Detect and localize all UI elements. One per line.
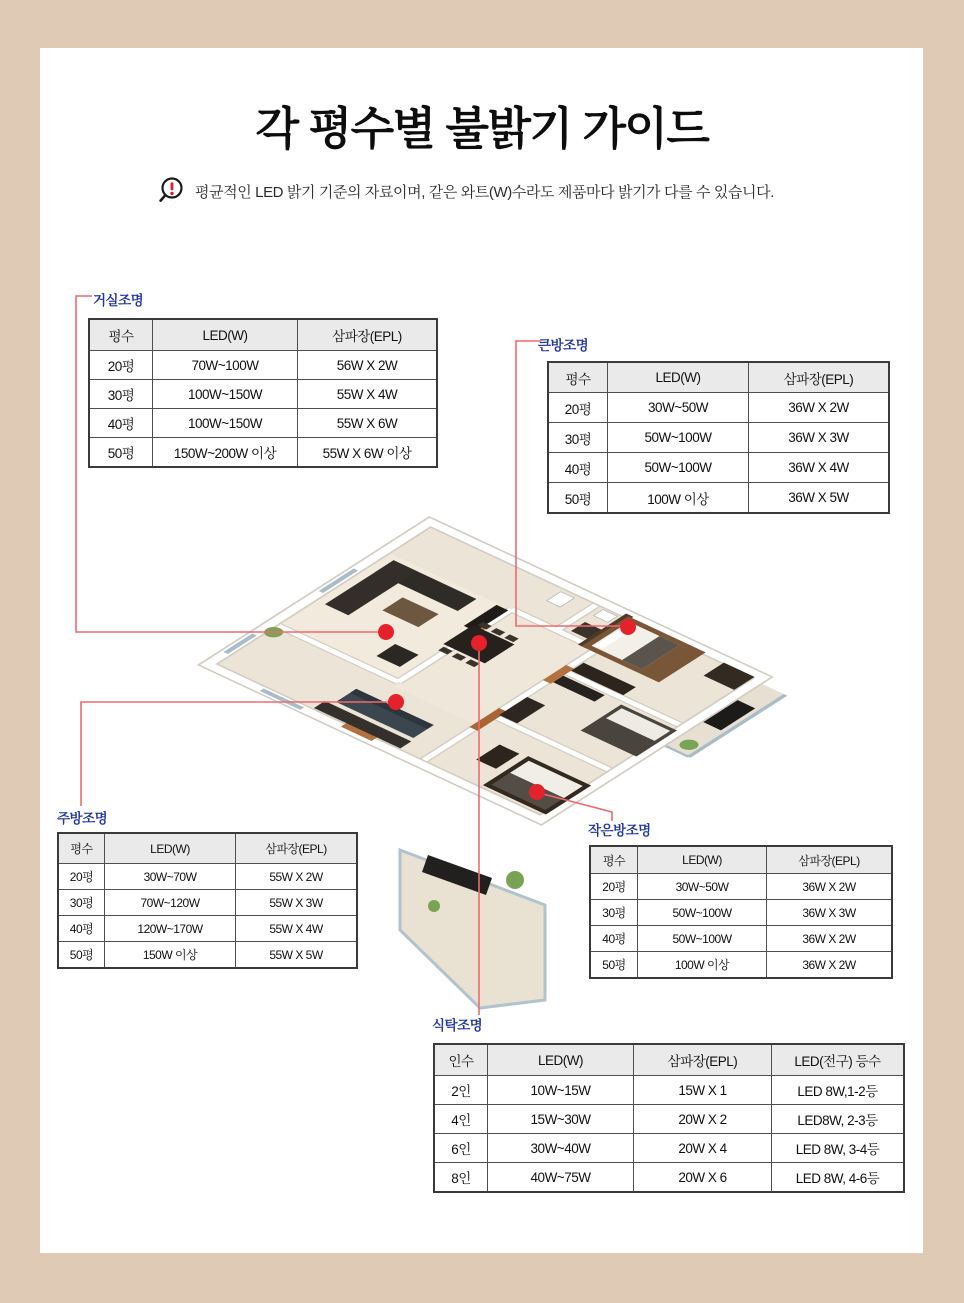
column-header: 평수 [89, 319, 153, 351]
table-cell: 40평 [590, 926, 638, 952]
table-row [434, 1105, 904, 1134]
column-header: LED(W) [638, 846, 767, 874]
table-cell: 100W 이상 [608, 483, 749, 514]
table-row [89, 409, 437, 438]
page-title: 각 평수별 불밝기 가이드 [255, 103, 709, 154]
table-row [58, 864, 357, 890]
table-cell: 40평 [58, 916, 105, 942]
table-cell: 50W~100W [638, 900, 767, 926]
column-header: 평수 [548, 362, 608, 393]
table-cell: 36W X 3W [749, 423, 890, 453]
table-cell: 55W X 3W [236, 890, 358, 916]
table-cell: 36W X 2W [767, 926, 893, 952]
table-row [58, 916, 357, 942]
table-cell: 50W~100W [608, 423, 749, 453]
column-header: LED(W) [488, 1044, 634, 1076]
table-cell: 30평 [58, 890, 105, 916]
table-cell: 50W~100W [608, 453, 749, 483]
table-cell: 36W X 3W [767, 900, 893, 926]
table-row [434, 1163, 904, 1193]
table-cell: 36W X 2W [749, 393, 890, 423]
table-cell: LED8W, 2-3등 [772, 1105, 905, 1134]
notice-text: 평균적인 LED 밝기 기준의 자료이며, 같은 와트(W)수라도 제품마다 밝기가 다를 수 있습니다. [195, 183, 774, 201]
table-cell: 20W X 2 [634, 1105, 772, 1134]
table-cell: 4인 [434, 1105, 488, 1134]
table-cell: 15W X 1 [634, 1076, 772, 1105]
table-cell: 30W~50W [608, 393, 749, 423]
table-cell: 20W X 4 [634, 1134, 772, 1163]
table-cell: 70W~100W [153, 351, 298, 380]
table-row [590, 926, 892, 952]
table-cell: 120W~170W [105, 916, 236, 942]
living-table [88, 318, 438, 468]
table-cell: 100W~150W [153, 409, 298, 438]
table-cell: 50평 [548, 483, 608, 514]
column-header: 평수 [590, 846, 638, 874]
magnifier-exclamation-icon [158, 176, 186, 206]
table-cell: 30평 [548, 423, 608, 453]
table-row [89, 351, 437, 380]
column-header: 평수 [58, 833, 105, 864]
living-table-label: 거실조명 [93, 293, 144, 308]
table-cell: 55W X 6W 이상 [298, 438, 438, 468]
table-row [590, 900, 892, 926]
kitchen-table-label: 주방조명 [57, 811, 108, 826]
kitchen-table [57, 832, 358, 969]
table-cell: 36W X 5W [749, 483, 890, 514]
table-cell: 50평 [89, 438, 153, 468]
table-cell: 30W~40W [488, 1134, 634, 1163]
column-header: LED(W) [105, 833, 236, 864]
table-cell: LED 8W, 3-4등 [772, 1134, 905, 1163]
table-cell: 100W 이상 [638, 952, 767, 979]
table-row [548, 423, 889, 453]
table-row [434, 1076, 904, 1105]
table-cell: 55W X 2W [236, 864, 358, 890]
table-cell: 50평 [590, 952, 638, 979]
table-cell: 30평 [89, 380, 153, 409]
table-cell: 55W X 4W [298, 380, 438, 409]
table-cell: 20평 [58, 864, 105, 890]
notice [158, 176, 774, 206]
table-cell: 20평 [89, 351, 153, 380]
table-cell: 36W X 2W [767, 952, 893, 979]
table-row [548, 393, 889, 423]
table-row [89, 380, 437, 409]
table-cell: 50W~100W [638, 926, 767, 952]
table-row [548, 483, 889, 514]
table-cell: 55W X 4W [236, 916, 358, 942]
table-row [58, 890, 357, 916]
table-cell: 30W~50W [638, 874, 767, 900]
table-cell: 30평 [590, 900, 638, 926]
table-cell: 70W~120W [105, 890, 236, 916]
dining-table-label: 식탁조명 [432, 1018, 483, 1033]
table-row [89, 438, 437, 468]
table-cell: 100W~150W [153, 380, 298, 409]
table-cell: 20W X 6 [634, 1163, 772, 1193]
bigroom-table [547, 361, 890, 514]
table-cell: 55W X 6W [298, 409, 438, 438]
column-header: LED(W) [608, 362, 749, 393]
table-cell: 36W X 4W [749, 453, 890, 483]
table-cell: 8인 [434, 1163, 488, 1193]
table-cell: 40W~75W [488, 1163, 634, 1193]
table-cell: 30W~70W [105, 864, 236, 890]
table-cell: 50평 [58, 942, 105, 969]
column-header: LED(전구) 등수 [772, 1044, 905, 1076]
table-cell: 56W X 2W [298, 351, 438, 380]
table-cell: 20평 [590, 874, 638, 900]
smallroom-table-label: 작은방조명 [588, 823, 651, 838]
table-cell: 55W X 5W [236, 942, 358, 969]
column-header: 삼파장(EPL) [634, 1044, 772, 1076]
table-cell: 36W X 2W [767, 874, 893, 900]
table-cell: LED 8W,1-2등 [772, 1076, 905, 1105]
table-cell: 15W~30W [488, 1105, 634, 1134]
table-cell: LED 8W, 4-6등 [772, 1163, 905, 1193]
table-row [590, 874, 892, 900]
table-cell: 6인 [434, 1134, 488, 1163]
table-row [548, 453, 889, 483]
column-header: 삼파장(EPL) [298, 319, 438, 351]
column-header: LED(W) [153, 319, 298, 351]
table-cell: 20평 [548, 393, 608, 423]
table-cell: 150W~200W 이상 [153, 438, 298, 468]
table-cell: 40평 [89, 409, 153, 438]
table-row [434, 1134, 904, 1163]
column-header: 삼파장(EPL) [767, 846, 893, 874]
column-header: 삼파장(EPL) [236, 833, 358, 864]
table-row [58, 942, 357, 969]
column-header: 삼파장(EPL) [749, 362, 890, 393]
table-cell: 2인 [434, 1076, 488, 1105]
table-cell: 40평 [548, 453, 608, 483]
smallroom-table [589, 845, 893, 979]
table-cell: 10W~15W [488, 1076, 634, 1105]
dining-table [433, 1043, 905, 1193]
bigroom-table-label: 큰방조명 [538, 338, 589, 353]
table-cell: 150W 이상 [105, 942, 236, 969]
table-row [590, 952, 892, 979]
column-header: 인수 [434, 1044, 488, 1076]
